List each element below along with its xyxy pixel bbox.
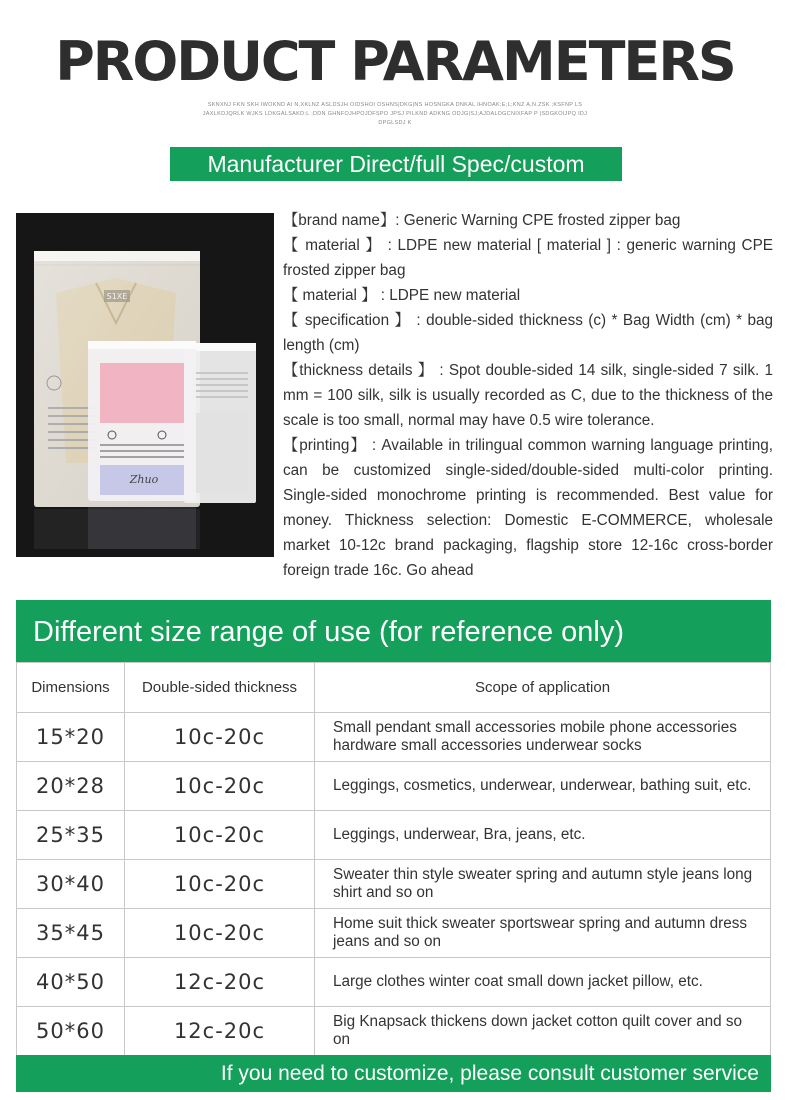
dimension-cell: 50*60: [17, 1007, 125, 1056]
spec-specification: 【 specification 】 : double-sided thickness (c) * Bag Width (cm) * bag length (cm): [283, 312, 773, 354]
thickness-cell: 12c-20c: [125, 958, 315, 1007]
column-header-dimensions: Dimensions: [17, 663, 125, 713]
dimension-cell: 20*28: [17, 762, 125, 811]
spec-material: 【 material 】 : LDPE new material [ material ] : generic warning CPE frosted zipper bag: [283, 237, 773, 279]
table-row: [17, 713, 771, 762]
decorative-fine-print: SKNXNJ FKN SKH IWOKND AI N,XKLNZ ASLDSJH OIDSHOI OSHNS|DKG|NS HOSNGKA DNKAL IHNOAK;E;L;KNZ A,N.ZSK ;KSFNP LS JAXLKDJQRLK WJKS LDKGALSAKD;L ;DDN GHNFOJHPOJDFSPO JPSJ PILKND ADKNG ODJG|SJ;AJDALDGCNIXFAP P |SDGKOIJPQ IDJ DPGLSDJ K: [202, 102, 588, 126]
scope-cell: Big Knapsack thickens down jacket cotton quilt cover and so on: [315, 1007, 771, 1056]
small-bag: [88, 341, 196, 501]
manufacturer-banner: Manufacturer Direct/full Spec/custom: [170, 147, 622, 181]
size-table: [16, 662, 771, 1056]
table-row: [17, 762, 771, 811]
small-bag-script-text: Zhuo: [129, 473, 159, 486]
product-photo: [16, 213, 274, 557]
column-header-thickness: Double-sided thickness: [125, 663, 315, 713]
scope-cell: Sweater thin style sweater spring and autumn style jeans long shirt and so on: [315, 860, 771, 909]
scope-cell: Home suit thick sweater sportswear spring and autumn dress jeans and so on: [315, 909, 771, 958]
table-row: [17, 811, 771, 860]
dimension-cell: 15*20: [17, 713, 125, 762]
customize-footer-banner: If you need to customize, please consult customer service: [16, 1055, 771, 1092]
scope-cell: Small pendant small accessories mobile phone accessories hardware small accessories underwear socks: [315, 713, 771, 762]
thickness-cell: 10c-20c: [125, 860, 315, 909]
thickness-cell: 12c-20c: [125, 1007, 315, 1056]
dimension-cell: 30*40: [17, 860, 125, 909]
thickness-cell: 10c-20c: [125, 713, 315, 762]
table-row: [17, 1007, 771, 1056]
spec-thickness-details: 【thickness details 】 : Spot double-sided 14 silk, single-sided 7 silk. 1 mm = 100 silk, silk is usually recorded as C, due to the thickness of the scale is too small, normal may have 0.5 wire tolerance.: [283, 362, 773, 429]
spec-brand-name: 【brand name】: Generic Warning CPE frosted zipper bag: [283, 212, 681, 229]
dimension-cell: 35*45: [17, 909, 125, 958]
frosted-zipper-bags-illustration: [16, 213, 274, 557]
size-table-header-row: [17, 663, 771, 713]
dimension-cell: 25*35: [17, 811, 125, 860]
size-table-heading: Different size range of use (for reference only): [16, 600, 771, 662]
spec-printing: 【printing】 : Available in trilingual common warning language printing, can be customized single-sided/double-sided multi-color printing. Single-sided monochrome printing is recommended. Best value for money. Thickness selection: Domestic E-COMMERCE, wholesale market 10-12c brand packaging, flagship store 12-16c cross-border foreign trade 16c. Go ahead: [283, 437, 773, 579]
thickness-cell: 10c-20c: [125, 811, 315, 860]
thickness-cell: 10c-20c: [125, 762, 315, 811]
column-header-scope: Scope of application: [315, 663, 771, 713]
thickness-cell: 10c-20c: [125, 909, 315, 958]
table-row: [17, 909, 771, 958]
scope-cell: Leggings, underwear, Bra, jeans, etc.: [315, 811, 771, 860]
dimension-cell: 40*50: [17, 958, 125, 1007]
spec-material-repeat: 【 material 】 : LDPE new material: [283, 287, 521, 304]
page-title: PRODUCT PARAMETERS: [55, 30, 735, 93]
product-spec-text: [283, 208, 773, 583]
scope-cell: Leggings, cosmetics, underwear, underwear, bathing suit, etc.: [315, 762, 771, 811]
scope-cell: Large clothes winter coat small down jacket pillow, etc.: [315, 958, 771, 1007]
table-row: [17, 860, 771, 909]
table-row: [17, 958, 771, 1007]
